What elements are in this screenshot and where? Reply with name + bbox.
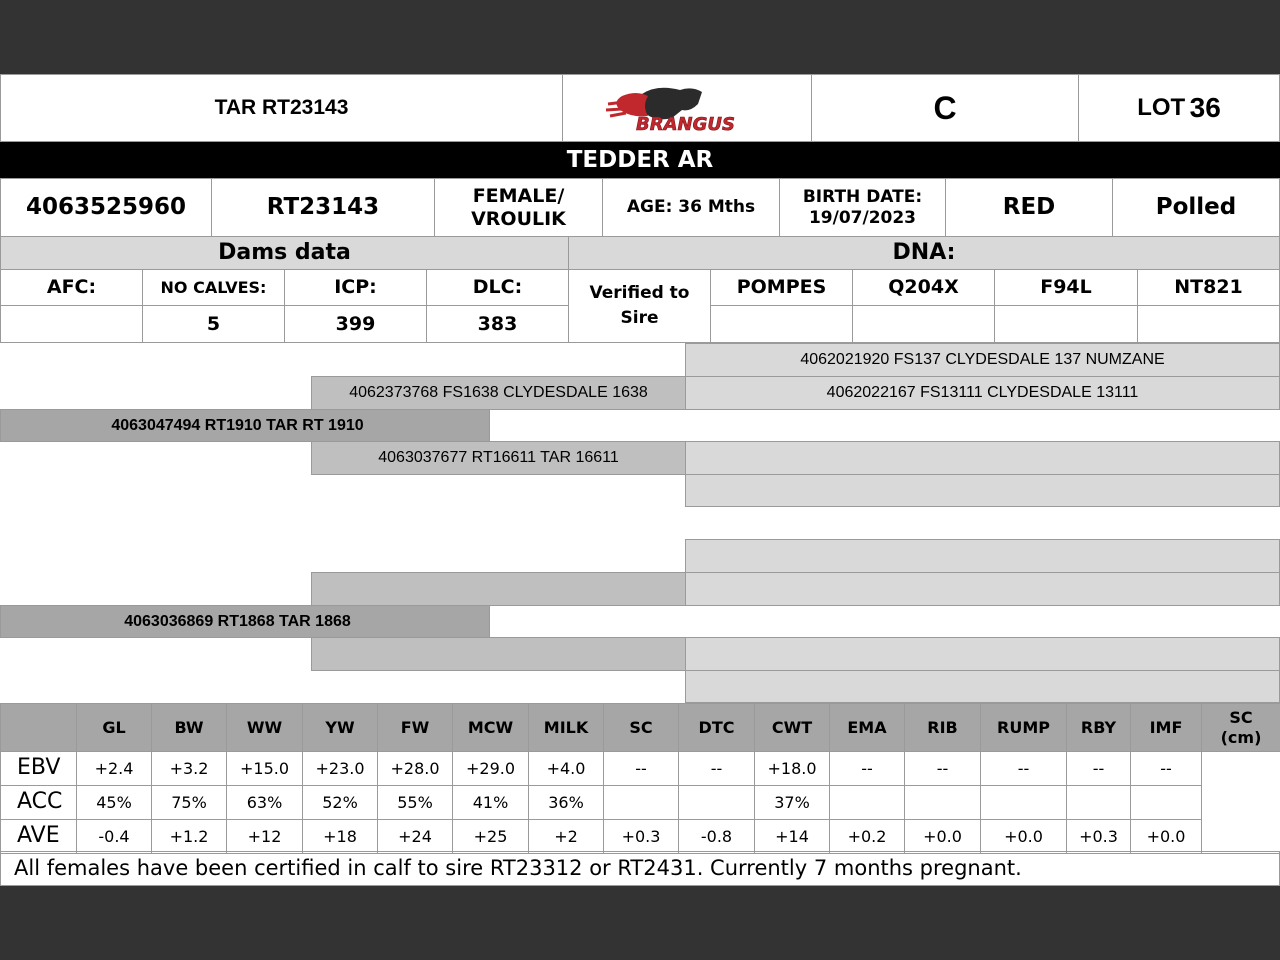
dna-f94l-value — [994, 305, 1138, 343]
ebv-header-imf: IMF — [1130, 703, 1202, 752]
dna-q204x-value — [852, 305, 995, 343]
ebv-header-dtc: DTC — [678, 703, 755, 752]
pedigree-sire-sire-dam: 4062022167 FS13111 CLYDESDALE 13111 — [685, 376, 1280, 410]
ebv-cell-ebv-rib: -- — [904, 751, 981, 786]
animal-age: AGE: 36 Mths — [602, 178, 780, 237]
ebv-cell-ebv-gl: +2.4 — [76, 751, 152, 786]
ebv-corner-header — [0, 703, 77, 752]
dna-pompes-label: POMPES — [710, 269, 853, 306]
ebv-cell-acc-rib — [904, 785, 981, 820]
ebv-cell-ave-bw: +1.2 — [151, 819, 227, 854]
no-calves-value: 5 — [142, 305, 285, 343]
birth-date-label: BIRTH DATE: — [802, 187, 923, 208]
ebv-cell-ebv-cwt: +18.0 — [754, 751, 830, 786]
icp-label: ICP: — [284, 269, 427, 306]
ebv-cell-acc-bw: 75% — [151, 785, 227, 820]
ebv-cell-ave-milk: +2 — [528, 819, 604, 854]
dlc-label: DLC: — [426, 269, 569, 306]
ebv-cell-acc-imf — [1130, 785, 1202, 820]
colour: RED — [945, 178, 1113, 237]
ebv-cell-ebv-yw: +23.0 — [302, 751, 378, 786]
grade: C — [811, 74, 1079, 142]
ebv-cell-ebv-rump: -- — [980, 751, 1067, 786]
ebv-header-bw: BW — [151, 703, 227, 752]
ebv-cell-acc-cwt: 37% — [754, 785, 830, 820]
ebv-cell-ebv-ema: -- — [829, 751, 905, 786]
ebv-cell-acc-mcw: 41% — [452, 785, 529, 820]
ebv-cell-ebv-mcw: +29.0 — [452, 751, 529, 786]
ebv-cell-ebv-ww: +15.0 — [226, 751, 303, 786]
dna-nt821-value — [1137, 305, 1280, 343]
dna-f94l-label: F94L — [994, 269, 1138, 306]
ebv-cell-ave-fw: +24 — [377, 819, 453, 854]
pedigree-dam-sire — [311, 572, 686, 606]
ebv-header-ww: WW — [226, 703, 303, 752]
ebv-cell-acc-ww: 63% — [226, 785, 303, 820]
icp-value: 399 — [284, 305, 427, 343]
animal-tag: RT23143 — [211, 178, 435, 237]
ebv-row-label-ebv: EBV — [0, 751, 77, 786]
ebv-cell-ave-sc: +0.3 — [603, 819, 679, 854]
ebv-header-gl: GL — [76, 703, 152, 752]
verified-to-sire: Verified to Sire — [568, 269, 711, 343]
ebv-header-rby: RBY — [1066, 703, 1131, 752]
ebv-cell-acc-rump — [980, 785, 1067, 820]
pedigree-sire-dam: 4063037677 RT16611 TAR 16611 — [311, 441, 686, 475]
ebv-header-mcw: MCW — [452, 703, 529, 752]
ebv-cell-ave-dtc: -0.8 — [678, 819, 755, 854]
ebv-cell-ebv-imf: -- — [1130, 751, 1202, 786]
lot-sheet — [0, 74, 1280, 886]
no-calves-label: NO CALVES: — [142, 269, 285, 306]
ebv-cell-acc-ema — [829, 785, 905, 820]
afc-value — [0, 305, 143, 343]
ebv-cell-ave-rby: +0.3 — [1066, 819, 1131, 854]
ebv-cell-ave-ema: +0.2 — [829, 819, 905, 854]
ebv-cell-ebv-milk: +4.0 — [528, 751, 604, 786]
birth-date: 19/07/2023 — [808, 207, 917, 228]
dlc-value: 383 — [426, 305, 569, 343]
logo-text: BRANGUS — [636, 114, 735, 134]
ebv-cell-acc-yw: 52% — [302, 785, 378, 820]
ebv-cell-acc-gl: 45% — [76, 785, 152, 820]
animal-sex: FEMALE/ VROULIK — [434, 178, 603, 237]
ebv-cell-ebv-dtc: -- — [678, 751, 755, 786]
dna-pompes-value — [710, 305, 853, 343]
ebv-header-fw: FW — [377, 703, 453, 752]
lot-label: LOT — [1137, 93, 1186, 121]
animal-id: 4063525960 — [0, 178, 212, 237]
brangus-logo — [562, 74, 812, 142]
pedigree-dam: 4063036869 RT1868 TAR 1868 — [0, 605, 490, 638]
pedigree-sire-dam-dam — [685, 474, 1280, 507]
ebv-cell-acc-fw: 55% — [377, 785, 453, 820]
ebv-cell-acc-sc — [603, 785, 679, 820]
ebv-cell-ebv-sc: -- — [603, 751, 679, 786]
ebv-sc-cm-blank — [1201, 751, 1280, 854]
dna-q204x-label: Q204X — [852, 269, 995, 306]
pedigree-dam-dam — [311, 637, 686, 671]
ebv-cell-acc-dtc — [678, 785, 755, 820]
dna-nt821-label: NT821 — [1137, 269, 1280, 306]
brangus-logo-icon — [602, 82, 772, 134]
ebv-header-yw: YW — [302, 703, 378, 752]
ebv-cell-ebv-fw: +28.0 — [377, 751, 453, 786]
pedigree-dam-sire-dam — [685, 572, 1280, 606]
ebv-cell-ebv-rby: -- — [1066, 751, 1131, 786]
ebv-cell-ave-yw: +18 — [302, 819, 378, 854]
pedigree-sire-sire-sire: 4062021920 FS137 CLYDESDALE 137 NUMZANE — [685, 343, 1280, 377]
dams-heading: Dams data — [0, 236, 569, 270]
ebv-row-label-acc: ACC — [0, 785, 77, 820]
ebv-cell-ave-rump: +0.0 — [980, 819, 1067, 854]
ebv-header-rump: RUMP — [980, 703, 1067, 752]
ebv-header-sc-cm: SC (cm) — [1201, 703, 1280, 752]
pedigree-sire-dam-sire — [685, 441, 1280, 475]
pedigree-dam-dam-dam — [685, 670, 1280, 703]
ebv-cell-acc-milk: 36% — [528, 785, 604, 820]
pedigree-sire-sire: 4062373768 FS1638 CLYDESDALE 1638 — [311, 376, 686, 410]
ebv-cell-ave-ww: +12 — [226, 819, 303, 854]
ebv-cell-ave-gl: -0.4 — [76, 819, 152, 854]
pedigree-sire: 4063047494 RT1910 TAR RT 1910 — [0, 409, 490, 442]
lot-number: 36 — [1189, 92, 1221, 124]
ebv-cell-ave-rib: +0.0 — [904, 819, 981, 854]
lot-box — [1078, 74, 1280, 142]
ebv-header-milk: MILK — [528, 703, 604, 752]
dna-heading: DNA: — [568, 236, 1280, 270]
ebv-header-cwt: CWT — [754, 703, 830, 752]
ebv-cell-ave-imf: +0.0 — [1130, 819, 1202, 854]
ebv-cell-ave-mcw: +25 — [452, 819, 529, 854]
ebv-row-label-ave: AVE — [0, 819, 77, 854]
ebv-cell-acc-rby — [1066, 785, 1131, 820]
animal-code: TAR RT23143 — [0, 74, 563, 142]
afc-label: AFC: — [0, 269, 143, 306]
pedigree-dam-sire-sire — [685, 539, 1280, 573]
birth-date-box — [779, 178, 946, 237]
animal-name: TEDDER AR — [0, 142, 1280, 178]
ebv-header-ema: EMA — [829, 703, 905, 752]
ebv-cell-ebv-bw: +3.2 — [151, 751, 227, 786]
ebv-header-rib: RIB — [904, 703, 981, 752]
pedigree-dam-dam-sire — [685, 637, 1280, 671]
horn-status: Polled — [1112, 178, 1280, 237]
ebv-cell-ave-cwt: +14 — [754, 819, 830, 854]
footer-note: All females have been certified in calf to sire RT23312 or RT2431. Currently 7 months pregnant. — [0, 851, 1280, 886]
ebv-header-sc: SC — [603, 703, 679, 752]
